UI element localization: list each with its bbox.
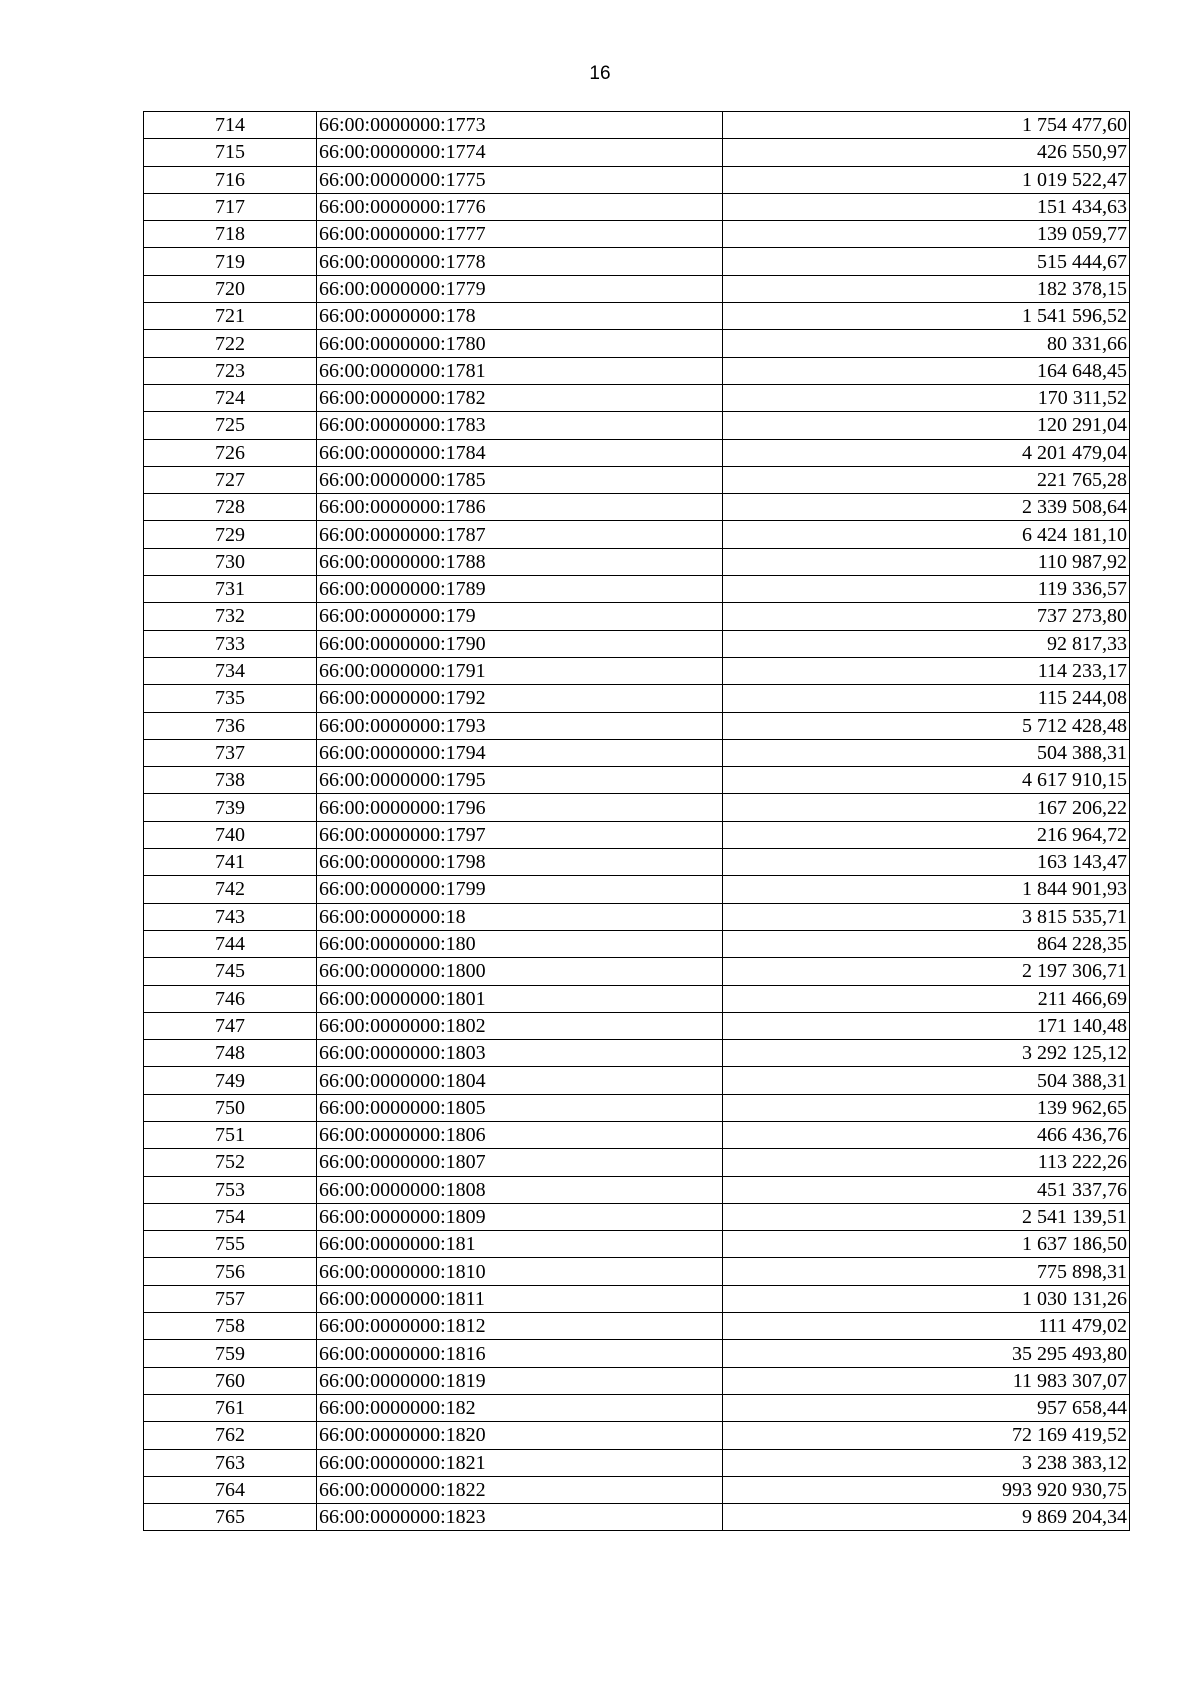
cadastral-value-cell: 110 987,92	[723, 548, 1130, 575]
cadastral-value-cell: 92 817,33	[723, 630, 1130, 657]
table-row	[144, 439, 1130, 466]
row-number-cell: 762	[144, 1422, 317, 1449]
cadastral-value-cell: 864 228,35	[723, 930, 1130, 957]
cadastral-number-cell: 66:00:0000000:1774	[317, 139, 723, 166]
cadastral-number-cell: 66:00:0000000:1788	[317, 548, 723, 575]
row-number-cell: 751	[144, 1121, 317, 1148]
cadastral-number-cell: 66:00:0000000:1803	[317, 1040, 723, 1067]
table-row	[144, 357, 1130, 384]
table-row	[144, 576, 1130, 603]
cadastral-value-cell: 114 233,17	[723, 657, 1130, 684]
cadastral-value-cell: 216 964,72	[723, 821, 1130, 848]
row-number-cell: 742	[144, 876, 317, 903]
table-row	[144, 767, 1130, 794]
cadastral-number-cell: 66:00:0000000:1795	[317, 767, 723, 794]
row-number-cell: 724	[144, 384, 317, 411]
cadastral-value-cell: 426 550,97	[723, 139, 1130, 166]
row-number-cell: 745	[144, 958, 317, 985]
row-number-cell: 723	[144, 357, 317, 384]
table-row	[144, 1422, 1130, 1449]
cadastral-value-table	[143, 111, 1130, 1531]
cadastral-value-cell: 9 869 204,34	[723, 1504, 1130, 1531]
cadastral-number-cell: 66:00:0000000:1807	[317, 1149, 723, 1176]
cadastral-value-cell: 221 765,28	[723, 466, 1130, 493]
row-number-cell: 732	[144, 603, 317, 630]
cadastral-value-cell: 515 444,67	[723, 248, 1130, 275]
cadastral-value-cell: 115 244,08	[723, 685, 1130, 712]
cadastral-value-cell: 167 206,22	[723, 794, 1130, 821]
row-number-cell: 748	[144, 1040, 317, 1067]
row-number-cell: 757	[144, 1285, 317, 1312]
table-row	[144, 112, 1130, 139]
table-row	[144, 494, 1130, 521]
cadastral-number-cell: 66:00:0000000:178	[317, 303, 723, 330]
table-row	[144, 821, 1130, 848]
cadastral-number-cell: 66:00:0000000:1775	[317, 166, 723, 193]
cadastral-number-cell: 66:00:0000000:1812	[317, 1313, 723, 1340]
cadastral-number-cell: 66:00:0000000:1790	[317, 630, 723, 657]
table-row	[144, 1121, 1130, 1148]
row-number-cell: 744	[144, 930, 317, 957]
cadastral-value-cell: 182 378,15	[723, 275, 1130, 302]
cadastral-number-cell: 66:00:0000000:180	[317, 930, 723, 957]
table-row	[144, 1176, 1130, 1203]
table-row	[144, 1067, 1130, 1094]
cadastral-number-cell: 66:00:0000000:18	[317, 903, 723, 930]
table-row	[144, 657, 1130, 684]
row-number-cell: 743	[144, 903, 317, 930]
cadastral-value-cell: 80 331,66	[723, 330, 1130, 357]
cadastral-value-cell: 775 898,31	[723, 1258, 1130, 1285]
cadastral-value-cell: 3 292 125,12	[723, 1040, 1130, 1067]
cadastral-number-cell: 66:00:0000000:1797	[317, 821, 723, 848]
row-number-cell: 720	[144, 275, 317, 302]
cadastral-number-cell: 66:00:0000000:1782	[317, 384, 723, 411]
table-row	[144, 1094, 1130, 1121]
row-number-cell: 761	[144, 1394, 317, 1421]
cadastral-number-cell: 66:00:0000000:1785	[317, 466, 723, 493]
cadastral-number-cell: 66:00:0000000:1791	[317, 657, 723, 684]
cadastral-number-cell: 66:00:0000000:1819	[317, 1367, 723, 1394]
table-row	[144, 1012, 1130, 1039]
row-number-cell: 760	[144, 1367, 317, 1394]
cadastral-number-cell: 66:00:0000000:1776	[317, 193, 723, 220]
row-number-cell: 725	[144, 412, 317, 439]
table-row	[144, 1040, 1130, 1067]
cadastral-value-cell: 3 815 535,71	[723, 903, 1130, 930]
table-row	[144, 248, 1130, 275]
cadastral-number-cell: 66:00:0000000:1780	[317, 330, 723, 357]
cadastral-number-cell: 66:00:0000000:1773	[317, 112, 723, 139]
cadastral-number-cell: 66:00:0000000:1793	[317, 712, 723, 739]
cadastral-number-cell: 66:00:0000000:1786	[317, 494, 723, 521]
cadastral-value-cell: 504 388,31	[723, 1067, 1130, 1094]
row-number-cell: 735	[144, 685, 317, 712]
table-row	[144, 794, 1130, 821]
cadastral-number-cell: 66:00:0000000:1802	[317, 1012, 723, 1039]
row-number-cell: 759	[144, 1340, 317, 1367]
row-number-cell: 741	[144, 849, 317, 876]
cadastral-number-cell: 66:00:0000000:1801	[317, 985, 723, 1012]
cadastral-number-cell: 66:00:0000000:1823	[317, 1504, 723, 1531]
cadastral-number-cell: 66:00:0000000:1806	[317, 1121, 723, 1148]
cadastral-value-cell: 737 273,80	[723, 603, 1130, 630]
row-number-cell: 755	[144, 1231, 317, 1258]
table-row	[144, 548, 1130, 575]
table-row	[144, 466, 1130, 493]
row-number-cell: 722	[144, 330, 317, 357]
cadastral-value-cell: 120 291,04	[723, 412, 1130, 439]
row-number-cell: 718	[144, 221, 317, 248]
table-row	[144, 849, 1130, 876]
row-number-cell: 737	[144, 739, 317, 766]
cadastral-value-cell: 119 336,57	[723, 576, 1130, 603]
cadastral-value-cell: 993 920 930,75	[723, 1476, 1130, 1503]
cadastral-number-cell: 66:00:0000000:179	[317, 603, 723, 630]
row-number-cell: 754	[144, 1203, 317, 1230]
cadastral-value-cell: 2 339 508,64	[723, 494, 1130, 521]
table-row	[144, 330, 1130, 357]
row-number-cell: 733	[144, 630, 317, 657]
table-row	[144, 1504, 1130, 1531]
cadastral-number-cell: 66:00:0000000:1798	[317, 849, 723, 876]
table-row	[144, 1367, 1130, 1394]
cadastral-value-cell: 11 983 307,07	[723, 1367, 1130, 1394]
row-number-cell: 714	[144, 112, 317, 139]
row-number-cell: 731	[144, 576, 317, 603]
page-number: 16	[589, 63, 611, 84]
cadastral-value-cell: 1 844 901,93	[723, 876, 1130, 903]
table-body	[144, 112, 1130, 1531]
cadastral-number-cell: 66:00:0000000:1808	[317, 1176, 723, 1203]
cadastral-number-cell: 66:00:0000000:1804	[317, 1067, 723, 1094]
cadastral-value-cell: 4 617 910,15	[723, 767, 1130, 794]
row-number-cell: 758	[144, 1313, 317, 1340]
cadastral-number-cell: 66:00:0000000:1781	[317, 357, 723, 384]
row-number-cell: 738	[144, 767, 317, 794]
cadastral-value-cell: 5 712 428,48	[723, 712, 1130, 739]
cadastral-value-cell: 1 030 131,26	[723, 1285, 1130, 1312]
row-number-cell: 750	[144, 1094, 317, 1121]
table-row	[144, 275, 1130, 302]
table-row	[144, 1449, 1130, 1476]
cadastral-number-cell: 66:00:0000000:182	[317, 1394, 723, 1421]
row-number-cell: 740	[144, 821, 317, 848]
cadastral-value-cell: 957 658,44	[723, 1394, 1130, 1421]
table-row	[144, 1340, 1130, 1367]
cadastral-number-cell: 66:00:0000000:1799	[317, 876, 723, 903]
cadastral-value-cell: 451 337,76	[723, 1176, 1130, 1203]
table-row	[144, 139, 1130, 166]
cadastral-number-cell: 66:00:0000000:1805	[317, 1094, 723, 1121]
table-row	[144, 1203, 1130, 1230]
cadastral-value-cell: 1 637 186,50	[723, 1231, 1130, 1258]
cadastral-number-cell: 66:00:0000000:1784	[317, 439, 723, 466]
row-number-cell: 763	[144, 1449, 317, 1476]
cadastral-value-cell: 211 466,69	[723, 985, 1130, 1012]
table-row	[144, 1313, 1130, 1340]
cadastral-number-cell: 66:00:0000000:1821	[317, 1449, 723, 1476]
table-row	[144, 739, 1130, 766]
table-row	[144, 221, 1130, 248]
row-number-cell: 715	[144, 139, 317, 166]
table-row	[144, 384, 1130, 411]
table-row	[144, 1394, 1130, 1421]
cadastral-value-cell: 2 541 139,51	[723, 1203, 1130, 1230]
table-row	[144, 958, 1130, 985]
cadastral-value-cell: 4 201 479,04	[723, 439, 1130, 466]
cadastral-value-cell: 111 479,02	[723, 1313, 1130, 1340]
table-row	[144, 1231, 1130, 1258]
table-row	[144, 903, 1130, 930]
row-number-cell: 739	[144, 794, 317, 821]
table-row	[144, 193, 1130, 220]
row-number-cell: 730	[144, 548, 317, 575]
cadastral-number-cell: 66:00:0000000:1783	[317, 412, 723, 439]
cadastral-value-cell: 466 436,76	[723, 1121, 1130, 1148]
cadastral-number-cell: 66:00:0000000:1816	[317, 1340, 723, 1367]
row-number-cell: 719	[144, 248, 317, 275]
row-number-cell: 729	[144, 521, 317, 548]
cadastral-value-cell: 1 541 596,52	[723, 303, 1130, 330]
table-row	[144, 685, 1130, 712]
cadastral-value-cell: 113 222,26	[723, 1149, 1130, 1176]
cadastral-number-cell: 66:00:0000000:1787	[317, 521, 723, 548]
row-number-cell: 716	[144, 166, 317, 193]
table-row	[144, 1476, 1130, 1503]
row-number-cell: 721	[144, 303, 317, 330]
cadastral-number-cell: 66:00:0000000:1809	[317, 1203, 723, 1230]
row-number-cell: 746	[144, 985, 317, 1012]
cadastral-value-cell: 171 140,48	[723, 1012, 1130, 1039]
row-number-cell: 728	[144, 494, 317, 521]
cadastral-value-cell: 3 238 383,12	[723, 1449, 1130, 1476]
cadastral-number-cell: 66:00:0000000:1777	[317, 221, 723, 248]
cadastral-value-cell: 170 311,52	[723, 384, 1130, 411]
table-row	[144, 1258, 1130, 1285]
cadastral-number-cell: 66:00:0000000:181	[317, 1231, 723, 1258]
cadastral-number-cell: 66:00:0000000:1778	[317, 248, 723, 275]
cadastral-number-cell: 66:00:0000000:1822	[317, 1476, 723, 1503]
cadastral-value-cell: 1 019 522,47	[723, 166, 1130, 193]
cadastral-number-cell: 66:00:0000000:1792	[317, 685, 723, 712]
cadastral-value-cell: 151 434,63	[723, 193, 1130, 220]
row-number-cell: 727	[144, 466, 317, 493]
row-number-cell: 753	[144, 1176, 317, 1203]
cadastral-value-cell: 139 962,65	[723, 1094, 1130, 1121]
cadastral-value-cell: 72 169 419,52	[723, 1422, 1130, 1449]
cadastral-value-cell: 1 754 477,60	[723, 112, 1130, 139]
table-row	[144, 521, 1130, 548]
table-row	[144, 1149, 1130, 1176]
cadastral-number-cell: 66:00:0000000:1789	[317, 576, 723, 603]
row-number-cell: 717	[144, 193, 317, 220]
cadastral-number-cell: 66:00:0000000:1779	[317, 275, 723, 302]
table-row	[144, 712, 1130, 739]
row-number-cell: 764	[144, 1476, 317, 1503]
row-number-cell: 756	[144, 1258, 317, 1285]
table-row	[144, 303, 1130, 330]
row-number-cell: 726	[144, 439, 317, 466]
cadastral-number-cell: 66:00:0000000:1800	[317, 958, 723, 985]
table-row	[144, 1285, 1130, 1312]
row-number-cell: 752	[144, 1149, 317, 1176]
cadastral-value-cell: 139 059,77	[723, 221, 1130, 248]
table-row	[144, 603, 1130, 630]
cadastral-value-cell: 163 143,47	[723, 849, 1130, 876]
table-row	[144, 930, 1130, 957]
row-number-cell: 749	[144, 1067, 317, 1094]
row-number-cell: 734	[144, 657, 317, 684]
cadastral-number-cell: 66:00:0000000:1794	[317, 739, 723, 766]
cadastral-value-cell: 35 295 493,80	[723, 1340, 1130, 1367]
cadastral-value-cell: 6 424 181,10	[723, 521, 1130, 548]
row-number-cell: 765	[144, 1504, 317, 1531]
cadastral-number-cell: 66:00:0000000:1810	[317, 1258, 723, 1285]
table-row	[144, 166, 1130, 193]
cadastral-number-cell: 66:00:0000000:1811	[317, 1285, 723, 1312]
table-row	[144, 876, 1130, 903]
row-number-cell: 736	[144, 712, 317, 739]
cadastral-number-cell: 66:00:0000000:1820	[317, 1422, 723, 1449]
row-number-cell: 747	[144, 1012, 317, 1039]
table-row	[144, 412, 1130, 439]
cadastral-value-cell: 2 197 306,71	[723, 958, 1130, 985]
table-row	[144, 630, 1130, 657]
cadastral-number-cell: 66:00:0000000:1796	[317, 794, 723, 821]
table-row	[144, 985, 1130, 1012]
cadastral-value-cell: 164 648,45	[723, 357, 1130, 384]
cadastral-value-cell: 504 388,31	[723, 739, 1130, 766]
